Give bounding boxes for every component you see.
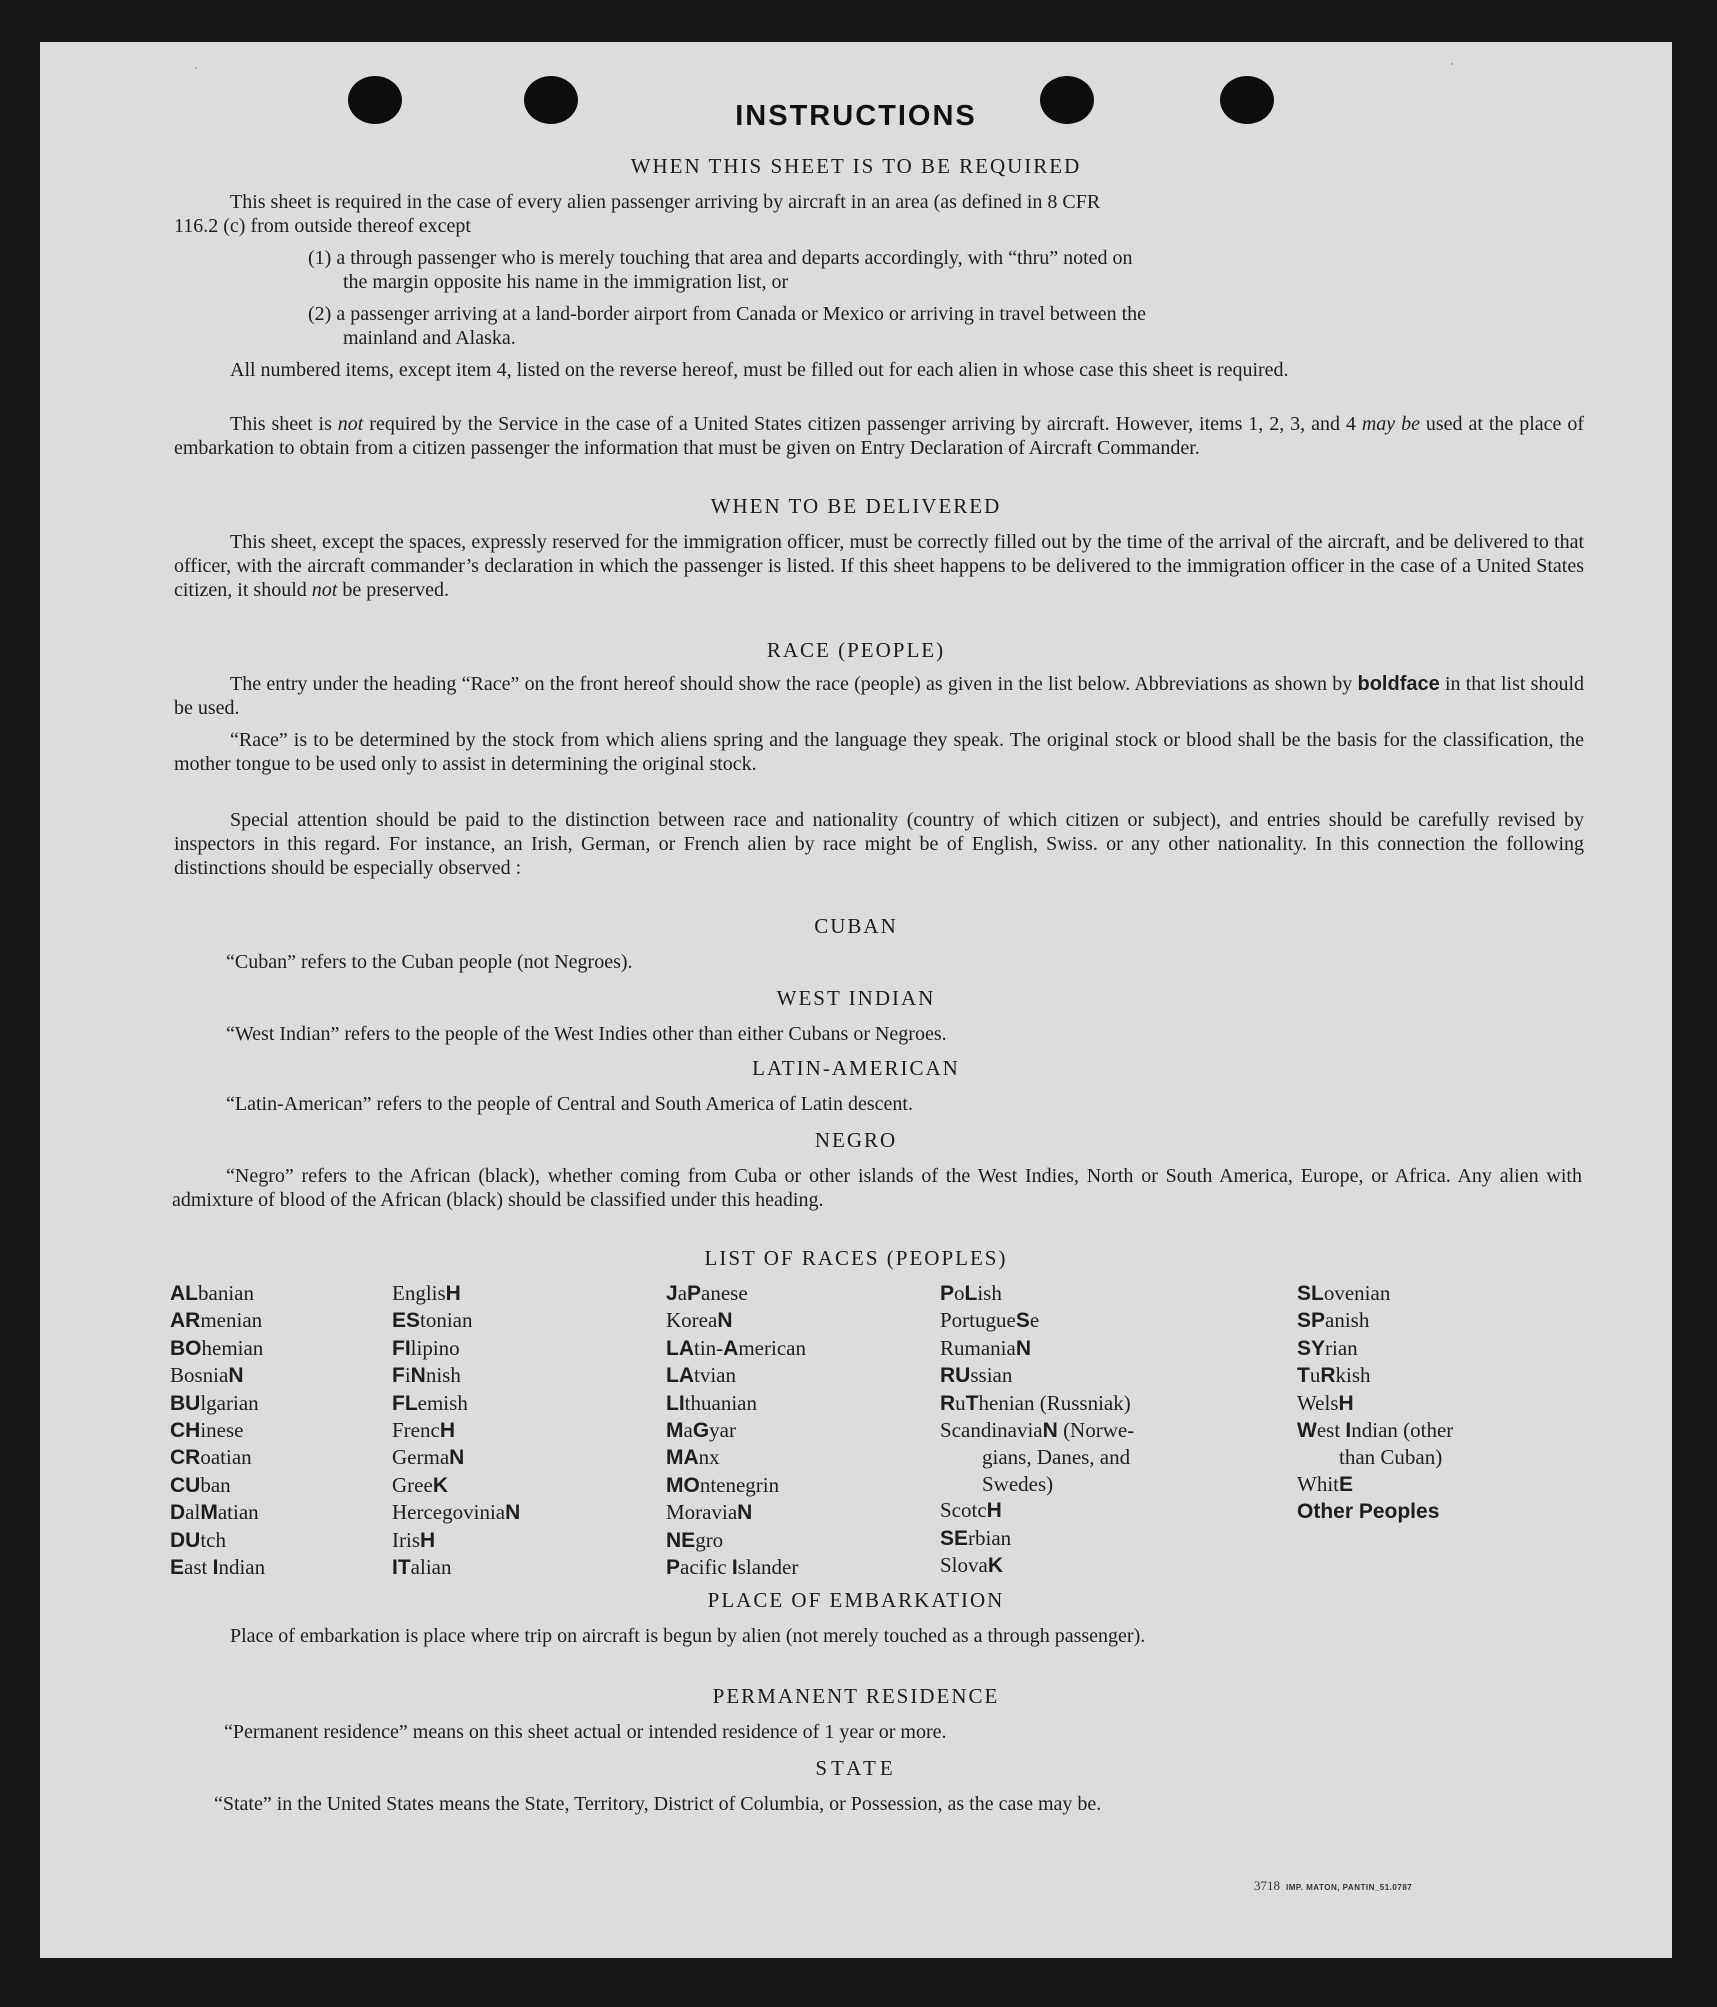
race-entry — [666, 1444, 806, 1471]
race-abbrev: N — [737, 1501, 753, 1525]
race-text: anish — [1325, 1308, 1370, 1333]
race-entry — [170, 1472, 265, 1499]
race-abbrev: SE — [940, 1526, 969, 1550]
race-text: Swedes) — [982, 1471, 1054, 1496]
race-text: menian — [200, 1308, 263, 1333]
race-abbrev: N — [228, 1364, 244, 1388]
race-abbrev: NE — [666, 1528, 696, 1552]
section-heading-embarkation: PLACE OF EMBARKATION — [707, 1588, 1005, 1612]
race-abbrev: K — [432, 1473, 448, 1497]
race-entry — [392, 1444, 520, 1471]
race-abbrev: D — [170, 1501, 186, 1525]
race-abbrev: N — [1015, 1336, 1031, 1360]
race-text: a — [677, 1281, 688, 1305]
race-text: a — [683, 1418, 693, 1443]
section-heading-cuban: CUBAN — [814, 914, 898, 938]
race-text: lipino — [410, 1335, 460, 1360]
race-abbrev: CR — [170, 1446, 201, 1470]
race-entry — [392, 1280, 520, 1307]
race-text: Germa — [392, 1445, 450, 1470]
race-text: tvian — [694, 1363, 736, 1388]
race-entry — [1297, 1444, 1453, 1470]
race-entry — [940, 1362, 1134, 1389]
race-text: merican — [738, 1335, 806, 1360]
race-text: ntenegrin — [699, 1472, 780, 1497]
race-abbrev: T — [1297, 1364, 1310, 1388]
race-entry — [392, 1417, 520, 1444]
list-heading: LIST OF RACES (PEOPLES) — [704, 1246, 1008, 1270]
section-heading-latin-american: LATIN-AMERICAN — [752, 1056, 960, 1080]
race-text: acific — [680, 1555, 732, 1580]
race-abbrev: BO — [170, 1336, 202, 1360]
race-text: Englis — [392, 1281, 446, 1305]
race-text: ish — [977, 1281, 1002, 1305]
race-text: Wels — [1297, 1390, 1339, 1415]
race-abbrev: ES — [392, 1309, 421, 1333]
race-entry — [940, 1525, 1134, 1552]
race-entry — [666, 1472, 806, 1499]
race-text: ndian — [218, 1555, 266, 1580]
race-text: henian (Russniak) — [978, 1390, 1131, 1415]
race-column — [170, 1280, 265, 1581]
section-heading-negro: NEGRO — [814, 1128, 898, 1152]
race-entry — [1297, 1362, 1453, 1389]
race-entry — [1297, 1307, 1453, 1334]
race-text: Scotc — [940, 1498, 987, 1523]
race-abbrev: Other Peoples — [1297, 1500, 1440, 1524]
race-entry — [170, 1280, 265, 1307]
race-text: Scandinavia — [940, 1418, 1043, 1443]
race-entry — [170, 1499, 265, 1526]
paragraph-citizen: This sheet is not required by the Service in the case of a United States citizen passenger arriving by aircraft. However, items 1, 2, 3, and 4 may be used at the place of embarkation to obtain from a citizen passenger the information that must be given on Entry Declaration of Aircraft Commander. — [174, 413, 1585, 459]
race-text: ssian — [970, 1363, 1013, 1388]
race-abbrev: E — [1339, 1472, 1354, 1496]
race-abbrev: CU — [170, 1473, 201, 1497]
race-abbrev: RU — [940, 1364, 971, 1388]
definition-embarkation: Place of embarkation is place where trip on aircraft is begun by alien (not merely touched as a through passenger). — [230, 1625, 1146, 1647]
race-abbrev: H — [439, 1419, 455, 1443]
race-abbrev: LI — [666, 1391, 685, 1415]
race-abbrev: AR — [170, 1309, 201, 1333]
paragraph-race-stock: “Race” is to be determined by the stock from which aliens spring and the language they speak. The original stock or blood shall be the basis for the classification, the mother tongue to be used only to assist in determining the original stock. — [174, 729, 1584, 775]
definition-west-indian: “West Indian” refers to the people of the West Indies other than either Cubans or Negroes. — [226, 1023, 947, 1045]
race-entry — [170, 1527, 265, 1554]
race-text: Rumania — [940, 1335, 1016, 1360]
race-abbrev: K — [987, 1554, 1004, 1578]
exception-item-2: (2) a passenger arriving at a land-border airport from Canada or Mexico or arriving in travel between the — [308, 303, 1146, 325]
paragraph-line: 116.2 (c) from outside thereof except — [174, 215, 471, 237]
race-entry — [1297, 1417, 1453, 1444]
paragraph-numbered-items: All numbered items, except item 4, listed on the reverse hereof, must be filled out for each alien in whose case this sheet is required. — [230, 359, 1289, 381]
race-text: Slova — [940, 1553, 988, 1578]
race-abbrev: M — [666, 1419, 684, 1443]
race-text: hemian — [201, 1335, 264, 1360]
race-entry — [1297, 1498, 1453, 1525]
race-abbrev: P — [940, 1282, 955, 1305]
race-abbrev: N — [505, 1501, 521, 1525]
race-text: lgarian — [200, 1390, 259, 1415]
paragraph-race-entry: The entry under the heading “Race” on the front hereof should show the race (people) as given in the list below. Abbreviations as shown by boldface in that list should be used. — [174, 673, 1584, 719]
race-column — [1297, 1280, 1453, 1526]
race-abbrev: S — [1015, 1309, 1030, 1333]
race-text: tin- — [694, 1335, 724, 1360]
race-text: gro — [695, 1527, 724, 1552]
race-text: al — [185, 1500, 201, 1525]
race-abbrev: H — [986, 1499, 1002, 1523]
paragraph-line: This sheet is required in the case of every alien passenger arriving by aircraft in an area (as defined in 8 CFR — [230, 191, 1101, 213]
race-entry — [392, 1335, 520, 1362]
race-entry — [666, 1417, 806, 1444]
race-text: Portugue — [940, 1308, 1016, 1333]
race-text: anese — [701, 1281, 748, 1305]
race-text: Moravia — [666, 1500, 738, 1525]
definition-latin-american: “Latin-American” refers to the people of Central and South America of Latin descent. — [226, 1093, 913, 1115]
race-entry — [940, 1335, 1134, 1362]
section-heading-west-indian: WEST INDIAN — [776, 986, 936, 1010]
race-abbrev: IT — [392, 1556, 411, 1580]
race-text: slander — [737, 1555, 799, 1580]
race-entry — [392, 1362, 520, 1389]
race-abbrev: LA — [666, 1336, 694, 1360]
race-entry — [392, 1499, 520, 1526]
race-text: Gree — [392, 1472, 433, 1497]
race-entry — [666, 1362, 806, 1389]
exception-item-2-cont: mainland and Alaska. — [343, 327, 516, 349]
definition-negro: “Negro” refers to the African (black), whether coming from Cuba or other islands of the West Indies, North or South America, Europe, or Africa. Any alien with admixture of blood of the African (black) should be classified under this heading. — [172, 1165, 1582, 1211]
race-entry — [1297, 1335, 1453, 1362]
race-entry — [666, 1499, 806, 1526]
definition-residence: “Permanent residence” means on this sheet actual or intended residence of 1 year or more. — [224, 1721, 947, 1743]
race-text: yar — [709, 1418, 736, 1443]
race-abbrev: I — [731, 1556, 738, 1580]
race-text: Hercegovinia — [392, 1500, 506, 1525]
race-abbrev: N — [449, 1446, 465, 1470]
race-entry — [1297, 1471, 1453, 1498]
race-text: tch — [200, 1527, 226, 1552]
race-abbrev: MO — [666, 1473, 700, 1497]
race-abbrev: SL — [1297, 1282, 1324, 1305]
form-number: 3718 — [1254, 1878, 1280, 1893]
race-abbrev: W — [1297, 1419, 1317, 1443]
race-text: ast — [184, 1555, 213, 1580]
race-entry — [170, 1444, 265, 1471]
race-text: ndian (other — [1351, 1418, 1454, 1443]
race-text: nx — [698, 1445, 720, 1470]
race-text: Korea — [666, 1308, 718, 1333]
race-text: rian — [1325, 1335, 1358, 1360]
race-entry — [392, 1390, 520, 1417]
race-text: e — [1029, 1308, 1040, 1333]
ink-speck: ˙ — [1450, 60, 1454, 74]
race-text: oatian — [200, 1445, 252, 1470]
race-entry — [940, 1307, 1134, 1334]
printer-imprint: IMP. MATON, PANTIN_51.0787 — [1286, 1883, 1413, 1892]
race-entry — [170, 1554, 265, 1581]
race-entry — [666, 1527, 806, 1554]
race-text: gians, Danes, and — [982, 1445, 1131, 1470]
race-text: u — [1309, 1363, 1321, 1388]
race-entry — [940, 1280, 1134, 1307]
definition-state: “State” in the United States means the State, Territory, District of Columbia, or Possession, as the case may be. — [214, 1793, 1102, 1815]
race-text: o — [954, 1281, 965, 1305]
race-entry — [392, 1527, 520, 1554]
race-entry — [170, 1390, 265, 1417]
race-abbrev: SY — [1297, 1336, 1326, 1360]
race-abbrev: CH — [170, 1419, 201, 1443]
race-abbrev: E — [170, 1556, 185, 1580]
race-entry — [170, 1307, 265, 1334]
race-entry — [1297, 1280, 1453, 1307]
race-entry — [170, 1362, 265, 1389]
race-entry — [392, 1472, 520, 1499]
race-entry — [940, 1444, 1134, 1470]
race-text: u — [955, 1390, 966, 1415]
race-text: Whit — [1297, 1471, 1339, 1496]
race-text: alian — [410, 1555, 452, 1580]
race-entry — [666, 1335, 806, 1362]
race-column — [666, 1280, 806, 1581]
section-heading-residence: PERMANENT RESIDENCE — [712, 1684, 1000, 1708]
race-abbrev: BU — [170, 1391, 201, 1415]
race-abbrev: AL — [170, 1282, 198, 1305]
race-abbrev: T — [965, 1391, 979, 1415]
race-text: kish — [1335, 1363, 1371, 1388]
race-entry — [940, 1417, 1134, 1444]
form-footer — [1254, 1878, 1412, 1894]
race-abbrev: M — [200, 1501, 218, 1525]
race-entry — [170, 1335, 265, 1362]
race-text: Frenc — [392, 1418, 440, 1443]
race-abbrev: L — [964, 1282, 978, 1305]
race-entry — [940, 1497, 1134, 1524]
race-entry — [940, 1471, 1134, 1497]
race-abbrev: MA — [666, 1446, 699, 1470]
race-entry — [940, 1552, 1134, 1579]
race-text: emish — [417, 1390, 468, 1415]
race-entry — [666, 1554, 806, 1581]
race-abbrev: G — [692, 1419, 710, 1443]
race-text: rbian — [968, 1525, 1012, 1550]
race-abbrev: H — [420, 1528, 436, 1552]
race-abbrev: H — [1338, 1391, 1354, 1415]
race-text: tonian — [420, 1308, 473, 1333]
race-entry — [666, 1390, 806, 1417]
race-abbrev: A — [723, 1336, 739, 1360]
race-text: than Cuban) — [1339, 1445, 1443, 1470]
race-entry — [392, 1554, 520, 1581]
race-entry — [666, 1307, 806, 1334]
race-abbrev: N — [410, 1364, 426, 1388]
race-text: (Norwe- — [1057, 1418, 1135, 1443]
race-text: ban — [200, 1472, 231, 1497]
race-abbrev: P — [687, 1282, 702, 1305]
race-abbrev: DU — [170, 1528, 201, 1552]
section-heading-race: RACE (PEOPLE) — [766, 638, 946, 662]
race-abbrev: LA — [666, 1364, 694, 1388]
paragraph-race-nationality: Special attention should be paid to the distinction between race and nationality (country of which citizen or subject), and entries should be carefully revised by inspectors in this regard. For instance, an Irish, German, or French alien by race might be of English, Swiss. or any other nationality. In this connection the following distinctions should be especially observed : — [174, 809, 1584, 879]
race-abbrev: P — [666, 1556, 681, 1580]
race-entry — [1297, 1390, 1453, 1417]
race-text: ovenian — [1323, 1281, 1391, 1305]
race-abbrev: R — [940, 1391, 956, 1415]
race-text: thuanian — [684, 1390, 757, 1415]
race-abbrev: FI — [392, 1336, 411, 1360]
race-abbrev: I — [1345, 1419, 1352, 1443]
race-column — [392, 1280, 520, 1581]
definition-cuban: “Cuban” refers to the Cuban people (not Negroes). — [226, 951, 633, 973]
race-abbrev: SP — [1297, 1309, 1326, 1333]
race-column — [940, 1280, 1134, 1579]
race-abbrev: H — [445, 1282, 461, 1305]
race-text: est — [1316, 1418, 1346, 1443]
race-abbrev: J — [666, 1282, 678, 1305]
race-abbrev: F — [392, 1364, 405, 1388]
paragraph-delivery: This sheet, except the spaces, expressly reserved for the immigration officer, must be correctly filled out by the time of the arrival of the aircraft, and be delivered to that officer, with the aircraft commander’s declaration in which the passenger is listed. If this sheet happens to be delivered to the immigration officer in the case of a United States citizen, it should not be preserved. — [174, 531, 1584, 601]
document-sheet — [40, 42, 1672, 1958]
section-heading-when-required: WHEN THIS SHEET IS TO BE REQUIRED — [630, 154, 1082, 178]
section-heading-when-delivered: WHEN TO BE DELIVERED — [710, 494, 1002, 518]
exception-item-1: (1) a through passenger who is merely touching that area and departs accordingly, with “thru” noted on — [308, 247, 1133, 269]
race-abbrev: N — [1042, 1419, 1058, 1443]
section-heading-state: STATE — [815, 1756, 897, 1780]
race-entry — [666, 1280, 806, 1307]
race-text: Bosnia — [170, 1363, 229, 1388]
ink-speck: ˙ — [194, 64, 198, 78]
race-entry — [170, 1417, 265, 1444]
race-abbrev: N — [717, 1309, 733, 1333]
race-entry — [392, 1307, 520, 1334]
race-text: i — [404, 1363, 411, 1388]
race-abbrev: I — [212, 1556, 219, 1580]
race-text: inese — [200, 1418, 244, 1443]
race-entry — [940, 1390, 1134, 1417]
race-abbrev: FL — [392, 1391, 418, 1415]
race-text: Iris — [392, 1527, 420, 1552]
race-abbrev: R — [1320, 1364, 1336, 1388]
exception-item-1-cont: the margin opposite his name in the immigration list, or — [343, 271, 789, 293]
page-title: INSTRUCTIONS — [735, 100, 977, 132]
race-text: banian — [198, 1281, 254, 1305]
race-text: nish — [425, 1363, 461, 1388]
race-text: atian — [217, 1500, 259, 1525]
